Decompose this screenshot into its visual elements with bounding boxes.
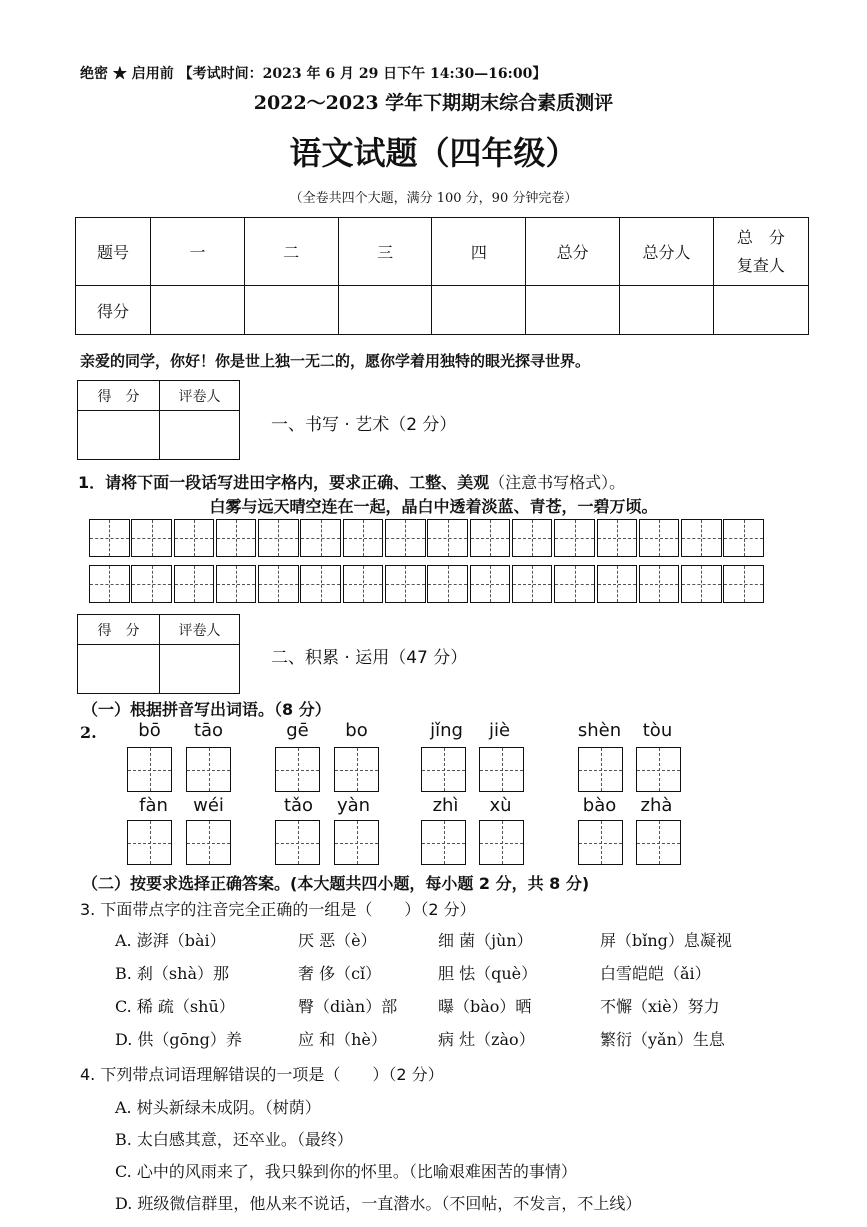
reviewer-label-line1: 总 分 bbox=[736, 228, 785, 248]
grid-cell[interactable] bbox=[385, 519, 426, 557]
q3-option-D-3: 病 灶（zào） bbox=[438, 1030, 535, 1049]
grid-cell[interactable] bbox=[131, 519, 172, 557]
grid-cell[interactable] bbox=[470, 519, 511, 557]
grid-cell[interactable] bbox=[258, 519, 299, 557]
tianzi-box[interactable] bbox=[275, 747, 320, 792]
grid-cell[interactable] bbox=[131, 565, 172, 603]
grid-cell[interactable] bbox=[681, 519, 722, 557]
tianzi-box[interactable] bbox=[186, 820, 231, 865]
score-cell bbox=[526, 286, 620, 335]
q4-option-A: A. 树头新绿未成阴。（树荫） bbox=[115, 1098, 321, 1117]
q3-option-B-4: 白雪皑皑（ǎi） bbox=[600, 964, 711, 983]
grid-cell[interactable] bbox=[343, 565, 384, 603]
grade-box-grader-label: 评卷人 bbox=[160, 381, 240, 411]
pinyin-label: bào bbox=[582, 795, 617, 816]
q3-option-C-3: 曝（bào）晒 bbox=[438, 997, 532, 1016]
grid-cell[interactable] bbox=[174, 565, 215, 603]
exam-subject-title: 语文试题（四年级） bbox=[289, 134, 578, 172]
question-1 bbox=[78, 470, 625, 493]
tianzi-box[interactable] bbox=[578, 820, 623, 865]
pinyin-label: fàn bbox=[139, 795, 168, 816]
score-header-cell: 一 bbox=[151, 218, 245, 286]
q3-option-B-3: 胆 怯（què） bbox=[438, 964, 538, 983]
grid-cell[interactable] bbox=[554, 565, 595, 603]
pinyin-label: gē bbox=[286, 720, 309, 741]
grid-cell[interactable] bbox=[470, 565, 511, 603]
grid-cell[interactable] bbox=[723, 565, 764, 603]
tianzi-box[interactable] bbox=[479, 820, 524, 865]
score-cell bbox=[432, 286, 526, 335]
grid-cell[interactable] bbox=[89, 565, 130, 603]
question-1-text: 白雾与远天晴空连在一起，晶白中透着淡蓝、青苍，一碧万顷。 bbox=[209, 497, 658, 516]
grid-cell[interactable] bbox=[512, 519, 553, 557]
grid-cell[interactable] bbox=[427, 565, 468, 603]
score-cell bbox=[244, 286, 338, 335]
q4-option-C: C. 心中的风雨来了，我只躲到你的怀里。（比喻艰难困苦的事情） bbox=[115, 1162, 577, 1181]
pinyin-label: tāo bbox=[193, 720, 224, 741]
q3-option-A-3: 细 菌（jùn） bbox=[438, 931, 533, 950]
grade-box-cell bbox=[78, 645, 160, 694]
q4-option-B: B. 太白感其意，还卒业。（最终） bbox=[115, 1130, 353, 1149]
grade-box-grader-label: 评卷人 bbox=[160, 615, 240, 645]
pinyin-label: bō bbox=[138, 720, 161, 741]
exam-note: （全卷共四个大题，满分 100 分，90 分钟完卷） bbox=[289, 191, 578, 206]
pinyin-label: wéi bbox=[193, 795, 224, 816]
pinyin-label: zhì bbox=[432, 795, 459, 816]
score-header-cell: 四 bbox=[432, 218, 526, 286]
score-header-cell: 三 bbox=[338, 218, 432, 286]
score-header-cell: 二 bbox=[244, 218, 338, 286]
pinyin-label: shèn bbox=[577, 720, 622, 741]
pinyin-label: jiè bbox=[488, 720, 511, 741]
subsection-1-heading: （一）根据拼音写出词语。（8 分） bbox=[82, 700, 331, 719]
tianzi-box[interactable] bbox=[334, 820, 379, 865]
tianzi-box[interactable] bbox=[275, 820, 320, 865]
subsection-2-heading: （二）按要求选择正确答案。(本大题共四小题，每小题 2 分，共 8 分) bbox=[82, 874, 590, 893]
q3-option-D-4: 繁衍（yǎn）生息 bbox=[600, 1030, 725, 1049]
tianzi-box[interactable] bbox=[421, 820, 466, 865]
grade-box-section2 bbox=[77, 614, 240, 694]
grade-box-score-label: 得 分 bbox=[78, 615, 160, 645]
writing-grid-row-1[interactable] bbox=[89, 519, 764, 557]
grade-box-cell bbox=[160, 411, 240, 460]
grade-box-cell bbox=[160, 645, 240, 694]
grid-cell[interactable] bbox=[427, 519, 468, 557]
q3-option-B-1: B. 刹（shà）那 bbox=[115, 964, 229, 983]
grid-cell[interactable] bbox=[597, 565, 638, 603]
pinyin-label: tǎo bbox=[283, 795, 314, 816]
grid-cell[interactable] bbox=[639, 519, 680, 557]
grid-cell[interactable] bbox=[385, 565, 426, 603]
grid-cell[interactable] bbox=[216, 519, 257, 557]
question-3-stem: 3. 下面带点字的注音完全正确的一组是（ ）（2 分） bbox=[80, 900, 476, 919]
q3-option-A-1: A. 澎湃（bài） bbox=[115, 931, 226, 950]
tianzi-box[interactable] bbox=[334, 747, 379, 792]
grade-box-score-label: 得 分 bbox=[78, 381, 160, 411]
exam-secret-line: 绝密 ★ 启用前 【考试时间：2023 年 6 月 29 日下午 14:30—16:00】 bbox=[80, 66, 547, 82]
grid-cell[interactable] bbox=[89, 519, 130, 557]
grid-cell[interactable] bbox=[216, 565, 257, 603]
greeting-text: 亲爱的同学，你好！你是世上独一无二的，愿你学着用独特的眼光探寻世界。 bbox=[80, 352, 591, 370]
q3-option-C-1: C. 稀 疏（shū） bbox=[115, 997, 235, 1016]
q3-option-B-2: 奢 侈（cǐ） bbox=[298, 964, 382, 983]
q3-option-C-4: 不懈（xiè）努力 bbox=[600, 997, 720, 1016]
grade-box-section1 bbox=[77, 380, 240, 460]
grid-cell[interactable] bbox=[300, 519, 341, 557]
score-header-cell: 题号 bbox=[76, 218, 151, 286]
grid-cell[interactable] bbox=[639, 565, 680, 603]
score-cell bbox=[151, 286, 245, 335]
score-cell bbox=[713, 286, 808, 335]
grid-cell[interactable] bbox=[343, 519, 384, 557]
tianzi-box[interactable] bbox=[636, 820, 681, 865]
grid-cell[interactable] bbox=[554, 519, 595, 557]
score-table bbox=[75, 217, 809, 335]
tianzi-box[interactable] bbox=[186, 747, 231, 792]
score-row-label: 得分 bbox=[76, 286, 151, 335]
score-cell bbox=[338, 286, 432, 335]
pinyin-label: yàn bbox=[336, 795, 371, 816]
writing-grid-row-2[interactable] bbox=[89, 565, 764, 603]
score-cell bbox=[620, 286, 714, 335]
grade-box-cell bbox=[78, 411, 160, 460]
tianzi-box[interactable] bbox=[127, 820, 172, 865]
question-1-main: 1．请将下面一段话写进田字格内，要求正确、工整、美观 bbox=[78, 473, 490, 492]
pinyin-label: bo bbox=[345, 720, 368, 741]
q3-option-C-2: 臀（diàn）部 bbox=[298, 997, 398, 1016]
pinyin-label: tòu bbox=[642, 720, 673, 741]
grid-cell[interactable] bbox=[512, 565, 553, 603]
section2-heading: 二、积累 · 运用（47 分） bbox=[271, 648, 468, 668]
exam-term-title: 2022～2023 学年下期期末综合素质测评 bbox=[253, 92, 614, 114]
tianzi-box[interactable] bbox=[421, 747, 466, 792]
score-header-cell-reviewer bbox=[713, 218, 808, 286]
score-header-cell: 总分 bbox=[526, 218, 620, 286]
q3-option-A-2: 厌 恶（è） bbox=[298, 931, 377, 950]
grid-cell[interactable] bbox=[300, 565, 341, 603]
q3-option-D-1: D. 供（gōng）养 bbox=[115, 1030, 242, 1049]
q4-option-D: D. 班级微信群里，他从来不说话，一直潜水。（不回帖，不发言，不上线） bbox=[115, 1194, 642, 1213]
q3-option-D-2: 应 和（hè） bbox=[298, 1030, 387, 1049]
grid-cell[interactable] bbox=[174, 519, 215, 557]
tianzi-box[interactable] bbox=[578, 747, 623, 792]
pinyin-label: zhà bbox=[640, 795, 673, 816]
grid-cell[interactable] bbox=[681, 565, 722, 603]
question-2-number: 2. bbox=[80, 723, 97, 742]
grid-cell[interactable] bbox=[597, 519, 638, 557]
tianzi-box[interactable] bbox=[636, 747, 681, 792]
question-1-note: （注意书写格式）。 bbox=[489, 473, 626, 492]
grid-cell[interactable] bbox=[723, 519, 764, 557]
reviewer-label-line2: 复查人 bbox=[736, 255, 785, 275]
question-4-stem: 4. 下列带点词语理解错误的一项是（ ）（2 分） bbox=[80, 1065, 444, 1084]
section1-heading: 一、书写 · 艺术（2 分） bbox=[271, 415, 457, 435]
pinyin-label: xù bbox=[489, 795, 512, 816]
grid-cell[interactable] bbox=[258, 565, 299, 603]
score-header-cell: 总分人 bbox=[620, 218, 714, 286]
q3-option-A-4: 屏（bǐng）息凝视 bbox=[600, 931, 732, 950]
tianzi-box[interactable] bbox=[479, 747, 524, 792]
tianzi-box[interactable] bbox=[127, 747, 172, 792]
pinyin-label: jǐng bbox=[430, 720, 463, 741]
